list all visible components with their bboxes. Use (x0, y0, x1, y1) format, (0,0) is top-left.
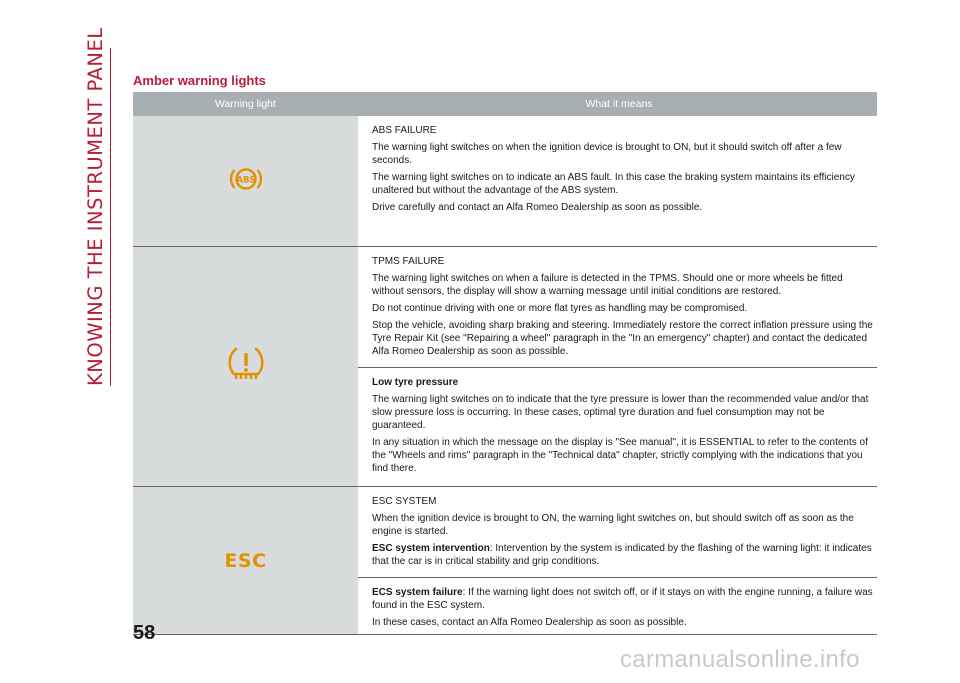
page-number: 58 (133, 622, 156, 644)
abs-paragraph-1: The warning light switches on when the ignition device is brought to ON, but it should switch off after a few seconds. (372, 142, 842, 166)
table-row (133, 487, 877, 635)
tpms-paragraph-3: Stop the vehicle, avoiding sharp braking and steering. Immediately restore the correct inflation pressure using the Tyre Repair Kit (see "Repairing a wheel" paragraph in the "In an emergency" chapter) and contact the dedicated Alfa Romeo Dealership as soon as possible. (372, 320, 873, 357)
sub-divider (358, 367, 877, 368)
watermark: carmanualsonline.info (620, 646, 860, 673)
esc-intervention-paragraph (372, 542, 873, 568)
description-cell (358, 116, 877, 246)
sub-divider (358, 577, 877, 578)
esc-title: ESC SYSTEM (372, 496, 437, 507)
header-warning-light: Warning light (215, 98, 276, 110)
warning-lights-table (133, 92, 877, 635)
icon-cell (133, 487, 358, 634)
low-tyre-pressure-title: Low tyre pressure (372, 377, 459, 388)
low-tyre-paragraph-2: In any situation in which the message on the display is "See manual", it is ESSENTIAL to refer to the contents of the "Wheels and rims" paragraph in the "Technical data" chapter, strictly complying with the indications that you find there. (372, 437, 868, 474)
description-cell (358, 487, 877, 634)
tyre-pressure-warning-icon (225, 344, 267, 389)
esc-failure-paragraph (372, 586, 873, 612)
esc-intervention-text: : Intervention by the system is indicated by the flashing of the warning light: it indicates that the car is in critical stability and grip conditions. (372, 543, 872, 567)
chapter-side-rule (110, 48, 111, 386)
esc-paragraph-1: When the ignition device is brought to ON, the warning light switches on, but should switch off as soon as the engine is started. (372, 513, 854, 537)
abs-icon-text: ABS (235, 175, 256, 185)
abs-title: ABS FAILURE (372, 125, 437, 136)
abs-paragraph-2: The warning light switches on to indicate an ABS fault. In this case the braking system maintains its efficiency unaltered but without the advantage of the ABS system. (372, 172, 855, 196)
tpms-title: TPMS FAILURE (372, 256, 445, 267)
icon-cell (133, 116, 358, 246)
esc-intervention-label: ESC system intervention (372, 543, 490, 554)
table-header (133, 92, 877, 116)
section-title: Amber warning lights (133, 73, 266, 88)
table-row (133, 116, 877, 247)
esc-last-paragraph: In these cases, contact an Alfa Romeo Dealership as soon as possible. (372, 617, 687, 628)
description-cell (358, 247, 877, 486)
esc-warning-icon: ESC (224, 549, 267, 572)
header-what-it-means: What it means (585, 98, 653, 110)
tpms-paragraph-1: The warning light switches on when a failure is detected in the TPMS. Should one or more wheels be fitted without sensors, the display will show a warning message until initial conditions are restored. (372, 273, 843, 297)
table-row (133, 247, 877, 487)
tpms-paragraph-2: Do not continue driving with one or more flat tyres as handling may be compromised. (372, 303, 748, 314)
low-tyre-paragraph-1: The warning light switches on to indicate that the tyre pressure is lower than the recommended value and/or that slow pressure loss is occurring. In these cases, optimal tyre duration and fuel consumption may not be guaranteed. (372, 394, 869, 431)
esc-failure-label: ECS system failure (372, 587, 463, 598)
chapter-side-title: KNOWING THE INSTRUMENT PANEL (84, 27, 107, 386)
icon-cell (133, 247, 358, 486)
abs-paragraph-3: Drive carefully and contact an Alfa Romeo Dealership as soon as possible. (372, 202, 703, 213)
abs-warning-icon (226, 163, 266, 200)
esc-failure-text: : If the warning light does not switch off, or if it stays on with the engine running, a failure was found in the ESC system. (372, 587, 873, 611)
